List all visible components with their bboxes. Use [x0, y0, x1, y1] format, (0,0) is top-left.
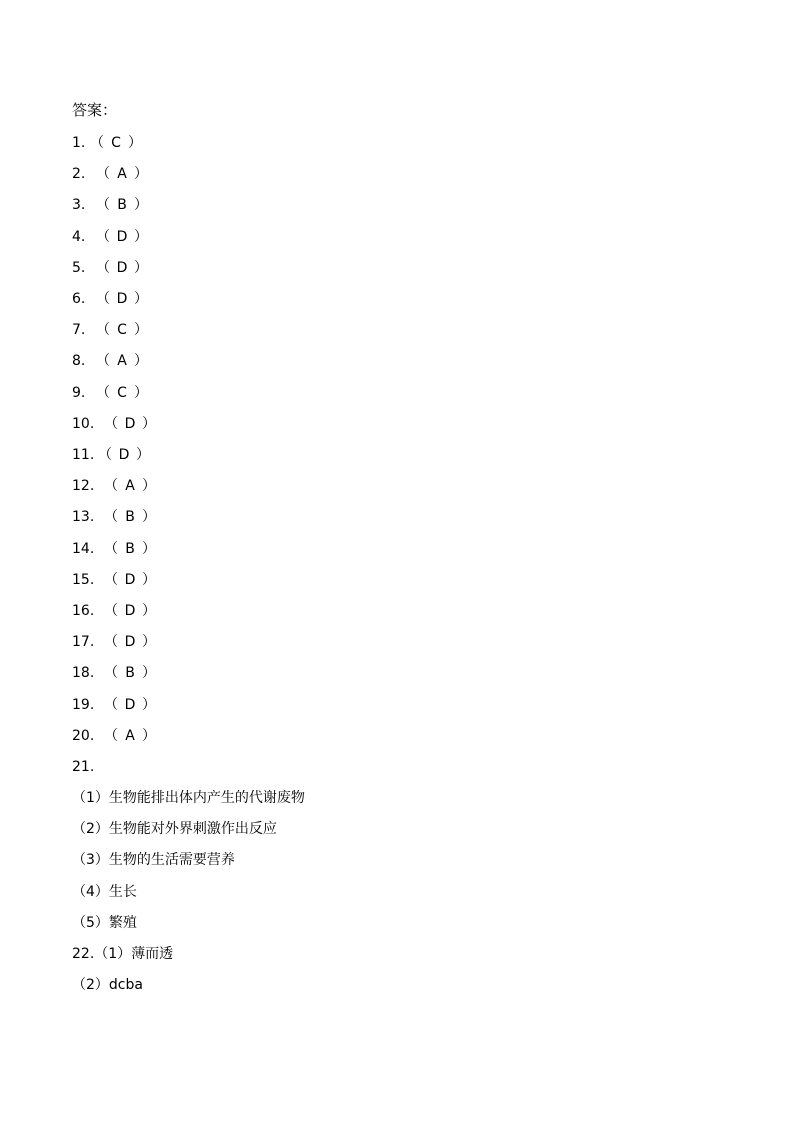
q21-sub-answer: （3）生物的生活需要营养 — [72, 852, 235, 868]
close-paren: ） — [134, 197, 148, 213]
close-paren: ） — [134, 166, 148, 182]
open-paren: （ — [104, 697, 118, 713]
question-number: 11. — [72, 447, 95, 463]
question-number: 4. — [72, 229, 86, 245]
close-paren: ） — [134, 260, 148, 276]
mc-answer-row — [72, 164, 272, 184]
answer-letter: B — [125, 541, 135, 557]
close-paren: ） — [142, 478, 156, 494]
answer-letter: C — [117, 322, 127, 338]
close-paren: ） — [134, 385, 148, 401]
mc-answer-row — [72, 632, 272, 652]
question-number: 6. — [72, 291, 86, 307]
mc-answer-row — [72, 227, 272, 247]
close-paren: ） — [142, 509, 156, 525]
question-number: 2. — [72, 166, 86, 182]
question-number: 14. — [72, 541, 95, 557]
open-paren: （ — [96, 229, 110, 245]
answer-letter: D — [116, 260, 128, 276]
question-number: 19. — [72, 697, 95, 713]
mc-answer-row — [72, 445, 272, 465]
mc-answer-row — [72, 414, 272, 434]
answer-letter: D — [116, 229, 128, 245]
close-paren: ） — [128, 135, 142, 151]
q21-sub-answer: （1）生物能排出体内产生的代谢废物 — [72, 790, 305, 806]
answer-letter: D — [124, 697, 136, 713]
answer-heading: 答案： — [72, 101, 118, 119]
open-paren: （ — [104, 665, 118, 681]
mc-answer-row — [72, 726, 272, 746]
mc-answer-row — [72, 570, 272, 590]
answer-letter: D — [124, 572, 136, 588]
open-paren: （ — [96, 385, 110, 401]
q22-line-2: （2）dcba — [72, 977, 143, 993]
mc-answer-row — [72, 258, 272, 278]
mc-answer-row — [72, 507, 272, 527]
question-number: 3. — [72, 197, 86, 213]
open-paren: （ — [98, 447, 112, 463]
answer-letter: C — [111, 135, 121, 151]
mc-answer-row — [72, 289, 272, 309]
mc-answer-row — [72, 195, 272, 215]
open-paren: （ — [104, 603, 118, 619]
answer-letter: C — [117, 385, 127, 401]
answer-letter: A — [117, 353, 127, 369]
answer-letter: B — [125, 665, 135, 681]
answer-letter: A — [117, 166, 127, 182]
open-paren: （ — [96, 166, 110, 182]
answer-letter: B — [125, 509, 135, 525]
mc-answer-row — [72, 476, 272, 496]
close-paren: ） — [142, 697, 156, 713]
q21-number: 21. — [72, 759, 95, 775]
question-number: 7. — [72, 322, 86, 338]
open-paren: （ — [104, 509, 118, 525]
open-paren: （ — [96, 260, 110, 276]
question-number: 16. — [72, 603, 95, 619]
open-paren: （ — [104, 478, 118, 494]
question-number: 17. — [72, 634, 95, 650]
q22-line-1: 22.（1）薄而透 — [72, 946, 174, 962]
answer-letter: A — [125, 478, 135, 494]
question-number: 1. — [72, 135, 86, 151]
q21-sub-answer: （5）繁殖 — [72, 915, 137, 931]
mc-answer-row — [72, 601, 272, 621]
close-paren: ） — [142, 665, 156, 681]
mc-answer-row — [72, 663, 272, 683]
answer-letter: D — [124, 603, 136, 619]
mc-answer-row — [72, 383, 272, 403]
mc-answer-row — [72, 695, 272, 715]
mc-answer-row — [72, 320, 272, 340]
close-paren: ） — [134, 353, 148, 369]
open-paren: （ — [104, 728, 118, 744]
open-paren: （ — [104, 634, 118, 650]
close-paren: ） — [142, 541, 156, 557]
question-number: 15. — [72, 572, 95, 588]
open-paren: （ — [90, 135, 104, 151]
question-number: 8. — [72, 353, 86, 369]
open-paren: （ — [104, 541, 118, 557]
close-paren: ） — [142, 634, 156, 650]
q21-sub-answer: （2）生物能对外界刺激作出反应 — [72, 821, 277, 837]
answer-letter: D — [124, 634, 136, 650]
close-paren: ） — [142, 603, 156, 619]
answer-letter: D — [124, 416, 136, 432]
mc-answer-row — [72, 539, 272, 559]
question-number: 9. — [72, 385, 86, 401]
question-number: 18. — [72, 665, 95, 681]
close-paren: ） — [134, 229, 148, 245]
answer-letter: D — [116, 291, 128, 307]
close-paren: ） — [134, 291, 148, 307]
mc-answer-row — [72, 351, 272, 371]
question-number: 10. — [72, 416, 95, 432]
question-number: 13. — [72, 509, 95, 525]
q21-sub-answer: （4）生长 — [72, 884, 137, 900]
answer-letter: B — [117, 197, 127, 213]
close-paren: ） — [136, 447, 150, 463]
close-paren: ） — [142, 728, 156, 744]
question-number: 12. — [72, 478, 95, 494]
question-number: 5. — [72, 260, 86, 276]
open-paren: （ — [104, 416, 118, 432]
answer-letter: D — [118, 447, 130, 463]
open-paren: （ — [104, 572, 118, 588]
mc-answer-row — [72, 133, 272, 153]
question-number: 20. — [72, 728, 95, 744]
open-paren: （ — [96, 291, 110, 307]
open-paren: （ — [96, 353, 110, 369]
close-paren: ） — [142, 572, 156, 588]
open-paren: （ — [96, 197, 110, 213]
open-paren: （ — [96, 322, 110, 338]
close-paren: ） — [142, 416, 156, 432]
answer-letter: A — [125, 728, 135, 744]
close-paren: ） — [134, 322, 148, 338]
